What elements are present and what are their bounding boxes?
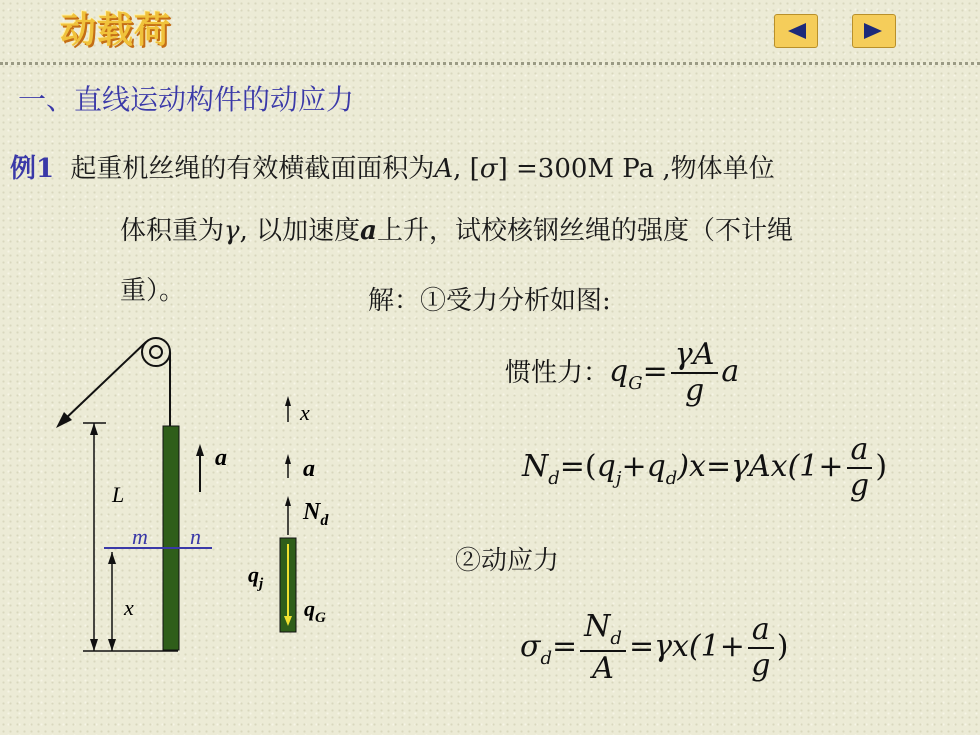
fbd-accel-arrowhead [285,454,291,464]
problem-text: 体积重为 [120,216,225,246]
label-a-rope: a [215,445,227,471]
axial-force-formula [522,432,888,503]
f3-fraction-1 [580,609,626,686]
f1-eq: = [642,354,668,389]
label-qj-sub: j [259,576,264,592]
next-slide-button[interactable] [852,14,896,48]
problem-line-3: 重）。 [120,276,186,306]
section-title: 一、直线运动构件的动应力 [18,83,355,116]
f3-den1: A [592,651,614,686]
f3-num1 [580,609,626,652]
slide-badge: 动载荷 [60,10,172,51]
solution-step-1: 解：①受力分析如图: [368,286,611,316]
label-qG-main: q [304,596,315,621]
problem-line-2 [120,210,793,247]
prev-slide-button[interactable] [774,14,818,48]
label-x-axis: x [300,400,310,425]
triangle-right-icon [862,21,886,41]
f3-fraction-2 [748,612,774,683]
example-label: 例1 [10,154,55,184]
gamma-symbol: γ [224,216,240,246]
accel-symbol: a [360,216,377,246]
label-qG-sub: G [315,610,326,626]
f1-sub: G [628,373,643,394]
f3-sigma: σ [520,629,541,664]
f2-eq: =( [559,449,597,484]
area-symbol: A [434,154,454,184]
label-L: L [112,482,125,507]
f2-mid: )x=γAx(1+ [677,449,844,484]
problem-text: , 以加速度 [239,216,361,246]
dynamic-stress-formula [520,609,789,686]
f3-mid: =γx(1+ [628,629,745,664]
rope-diagonal [62,342,146,422]
f3-close: ) [776,629,789,664]
label-N [302,499,329,529]
f2-close: ) [875,449,888,484]
triangle-left-icon [784,21,808,41]
f3-num2: a [748,615,774,649]
f3-sigma-sub: d [540,648,553,669]
dim-L-arrow-top [90,423,98,435]
label-x-left: x [124,595,134,620]
f3-den2: g [751,648,771,683]
accel-arrowhead [196,444,204,456]
solution-step-2: ②动应力 [455,546,560,576]
crane-rope-diagram [0,320,420,680]
pulley [142,338,170,366]
problem-text: 起重机丝绳的有效横截面面积为 [70,154,435,184]
dim-x-arrow-bottom [108,639,116,651]
f2-num: a [847,435,873,469]
label-n: n [190,524,201,549]
sigma-symbol: σ [479,154,498,184]
label-qj [248,562,264,592]
label-m: m [132,524,148,549]
label-qj-main: q [248,562,259,587]
f2-fraction [847,432,873,503]
label-N-sub: d [320,512,329,529]
problem-line-1 [10,148,775,185]
inertia-label: 惯性力： [505,358,610,388]
problem-text: ] =300M Pa ,物体单位 [497,154,775,184]
problem-text: , [ [453,154,480,184]
f2-q2: q [646,449,666,484]
f2-den: g [849,468,870,503]
f2-plus: + [621,449,647,484]
f2-q1: q [596,449,616,484]
dim-x-arrow-top [108,552,116,564]
x-axis-arrowhead [285,396,291,406]
label-N-main: N [303,499,321,525]
dim-L-arrow-bottom [90,639,98,651]
f3-N: N [584,609,611,644]
f2-N-sub: d [548,468,560,489]
label-a-fbd: a [303,456,315,482]
f2-q1-sub: j [615,468,622,489]
f1-fraction [671,337,719,408]
f2-N: N [522,449,549,484]
f3-eq: = [552,629,578,664]
inertia-formula [505,337,740,408]
f3-N-sub: d [610,628,622,649]
problem-text: 上升，试校核钢丝绳的强度（不计绳 [376,216,793,246]
N-force-arrowhead [285,496,291,506]
label-qG [304,596,326,626]
f2-q2-sub: d [665,468,678,489]
f1-q: q [609,354,629,389]
f1-a: a [721,354,740,389]
f1-num: γA [671,340,719,374]
rope-body [163,426,179,650]
f1-den: g [684,373,705,408]
